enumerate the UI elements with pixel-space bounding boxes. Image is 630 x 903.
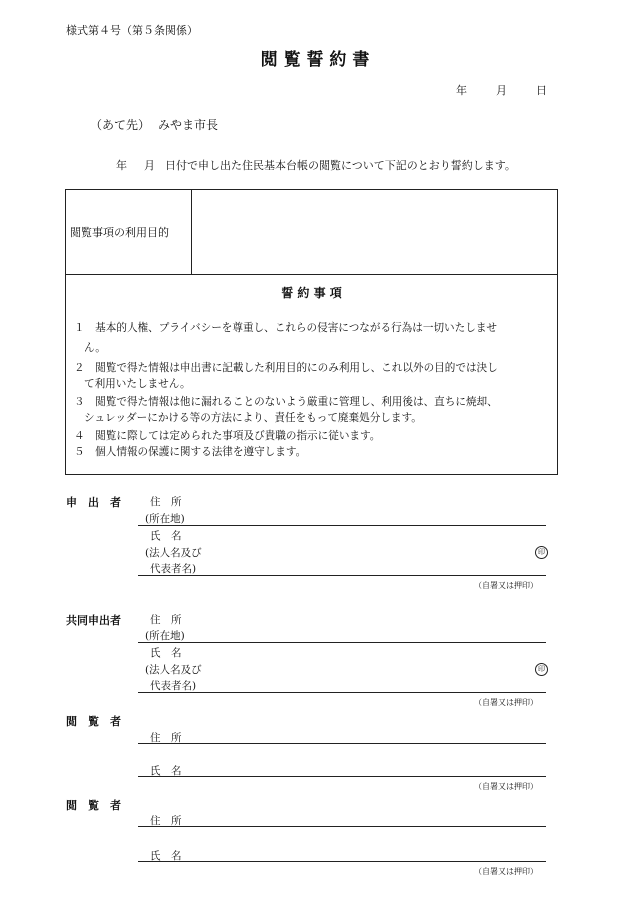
pledge-item-3-cont: シュレッダーにかける等の方法により、責任をもって廃棄処分します。 (84, 412, 422, 424)
applicant-address-line[interactable] (138, 525, 546, 526)
pledge-item-5: ５ 個人情報の保護に関する法律を遵守します。 (74, 446, 307, 458)
co-applicant-label: 共同申出者 (66, 614, 121, 627)
purpose-label: 閲覧事項の利用目的 (66, 190, 192, 274)
co-applicant-seal-mark: 印 (535, 663, 548, 676)
viewer-2-name-label: 氏 名 (150, 850, 182, 862)
applicant-sign-note: （自署又は押印） (474, 581, 538, 590)
co-applicant-sign-note: （自署又は押印） (474, 698, 538, 707)
co-applicant-address-line[interactable] (138, 642, 546, 643)
viewer-1-name-label: 氏 名 (150, 765, 182, 777)
co-applicant-address-label: 住 所 (150, 614, 182, 626)
pledge-item-1: １ 基本的人権、プライバシーを尊重し、これらの侵害につながる行為は一切いたしませ (74, 322, 498, 334)
viewer-2-address-label: 住 所 (150, 815, 182, 827)
pledge-item-3: ３ 閲覧で得た情報は他に漏れることのないよう厳重に管理し、利用後は、直ちに焼却、 (74, 396, 498, 408)
applicant-name-line[interactable] (138, 575, 546, 576)
form-number: 様式第４号（第５条関係） (66, 24, 198, 37)
intro-text: 日付で申し出た住民基本台帳の閲覧について下記のとおり誓約します。 (165, 159, 516, 172)
applicant-seal-mark: 印 (535, 546, 548, 559)
viewer-2-address-line[interactable] (138, 826, 546, 827)
purpose-row (66, 190, 557, 275)
applicant-address-label: 住 所 (150, 496, 182, 508)
pledge-box (65, 189, 558, 475)
date-day-label: 日 (536, 84, 547, 97)
viewer-1-address-label: 住 所 (150, 732, 182, 744)
co-applicant-name-sub2: 代表者名) (150, 680, 197, 692)
page-title: 閲 覧 誓 約 書 (260, 50, 370, 70)
applicant-name-sub1: (法人名及び (145, 547, 202, 559)
viewer-1-name-line[interactable] (138, 776, 546, 777)
applicant-name-sub2: 代表者名) (150, 563, 197, 575)
date-month-label: 月 (496, 84, 507, 97)
intro-year: 年 (116, 159, 127, 172)
co-applicant-name-sub1: (法人名及び (145, 664, 202, 676)
intro-month: 月 (144, 159, 155, 172)
co-applicant-address-sub: (所在地) (145, 630, 185, 642)
pledge-heading: 誓 約 事 項 (281, 286, 342, 300)
applicant-label: 申 出 者 (66, 496, 121, 509)
addressee-name: みやま市長 (158, 118, 219, 132)
viewer-1-label: 閲 覧 者 (66, 715, 121, 728)
applicant-address-sub: (所在地) (145, 513, 185, 525)
pledge-item-2: ２ 閲覧で得た情報は申出書に記載した利用目的にのみ利用し、これ以外の目的では決し (74, 362, 498, 374)
addressee-prefix: （あて先） (90, 118, 151, 132)
viewer-1-address-line[interactable] (138, 743, 546, 744)
purpose-field[interactable] (192, 190, 557, 274)
viewer-2-sign-note: （自署又は押印） (474, 867, 538, 876)
date-year-label: 年 (456, 84, 467, 97)
pledge-item-2-cont: て利用いたしません。 (84, 378, 191, 390)
viewer-2-label: 閲 覧 者 (66, 799, 121, 812)
pledge-item-4: ４ 閲覧に際しては定められた事項及び貴職の指示に従います。 (74, 430, 381, 442)
co-applicant-name-label: 氏 名 (150, 647, 182, 659)
co-applicant-name-line[interactable] (138, 692, 546, 693)
pledge-item-1-cont: ん。 (84, 342, 106, 354)
viewer-2-name-line[interactable] (138, 861, 546, 862)
applicant-name-label: 氏 名 (150, 530, 182, 542)
viewer-1-sign-note: （自署又は押印） (474, 782, 538, 791)
